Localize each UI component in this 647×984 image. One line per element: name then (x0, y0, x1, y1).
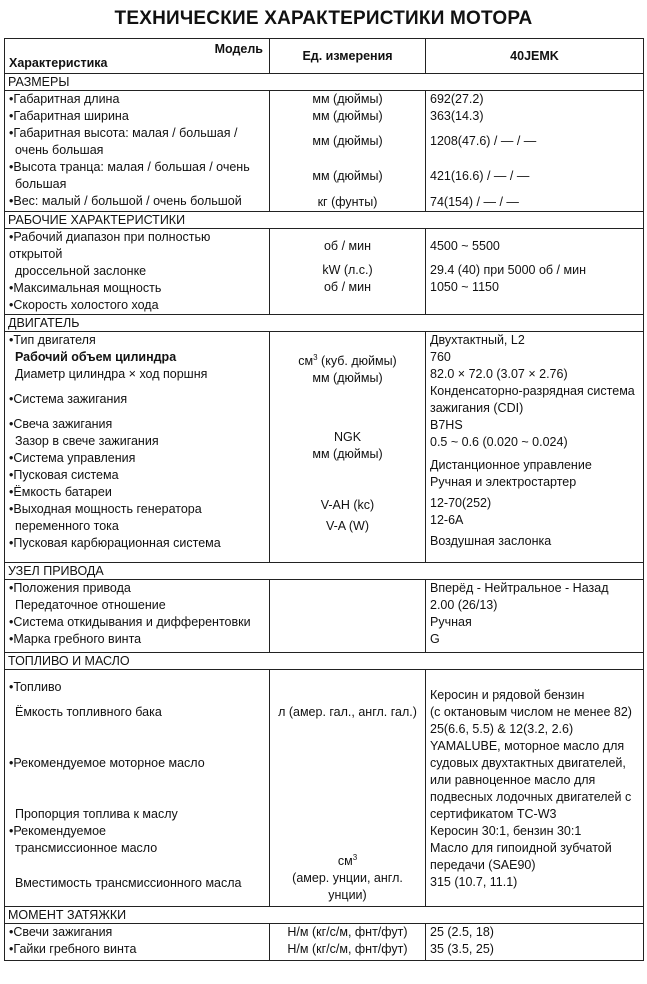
row-name: Передаточное отношение (15, 598, 166, 612)
row-unit: мм (дюймы) (312, 447, 383, 462)
row-unit: унции) (328, 888, 367, 903)
row-name: •Высота транца: малая / большая / очень (9, 160, 250, 174)
row-name: Пропорция топлива к маслу (15, 807, 178, 821)
row-value: Двухтактный, L2 (430, 333, 525, 347)
row-name: Диаметр цилиндра × ход поршня (15, 367, 208, 381)
row-value: 12-6A (430, 513, 464, 527)
row-unit: мм (дюймы) (312, 169, 383, 183)
row-value: 692(27.2) (430, 92, 484, 106)
char-label: Характеристика (9, 56, 108, 70)
row-name: •Система откидывания и дифферентовки (9, 615, 251, 629)
row-unit: мм (дюймы) (312, 109, 383, 123)
row-value: Ручная и электростартер (430, 475, 577, 489)
row-value: Ручная (430, 615, 472, 629)
section-title: УЗЕЛ ПРИВОДА (5, 563, 644, 580)
row-value: Вперёд - Нейтральное - Назад (430, 581, 609, 595)
row-value: 82.0 × 72.0 (3.07 × 2.76) (430, 367, 568, 381)
row-value: 4500 ~ 5500 (430, 239, 500, 253)
row-value: 12-70(252) (430, 496, 492, 510)
row-name: •Ёмкость батареи (9, 485, 112, 499)
row-value: судовых двухтактных двигателей, (430, 756, 626, 770)
row-name: трансмиссионное масло (15, 841, 158, 855)
row-value: 25 (2.5, 18) (430, 925, 494, 939)
row-value: Конденсаторно-разрядная система (430, 384, 635, 398)
row-unit: $см^3$ (337, 853, 358, 869)
row-name: •Свечи зажигания (9, 925, 113, 939)
row-value: 29.4 (40) при 5000 об / мин (430, 263, 586, 277)
row-name: •Рабочий диапазон при полностью открытой (9, 230, 211, 261)
row-value: 760 (430, 350, 451, 364)
row-unit: kW (л.с.) (322, 263, 373, 277)
row-value: 2.00 (26/13) (430, 598, 498, 612)
page-title: ТЕХНИЧЕСКИЕ ХАРАКТЕРИСТИКИ МОТОРА (114, 8, 533, 29)
row-value: 363(14.3) (430, 109, 484, 123)
row-value: зажигания (CDI) (430, 401, 524, 415)
row-name: •Габаритная ширина (9, 109, 129, 123)
row-value: G (430, 632, 440, 646)
row-name: •Рекомендуемое моторное масло (9, 756, 205, 770)
row-name: •Пусковая система (9, 468, 119, 482)
row-value: B7HS (430, 418, 463, 432)
row-name: •Рекомендуемое (9, 824, 106, 838)
row-unit: мм (дюймы) (312, 92, 383, 106)
row-name: Ёмкость топливного бака (15, 705, 162, 719)
row-name: дроссельной заслонке (15, 264, 147, 278)
row-value: YAMALUBE, моторное масло для (430, 739, 625, 753)
row-value: 74(154) / — / — (430, 195, 519, 209)
section-title: ДВИГАТЕЛЬ (5, 315, 644, 332)
row-name: •Положения привода (9, 581, 131, 595)
row-value: Дистанционное управление (430, 458, 592, 472)
row-value: Масло для гипоидной зубчатой (430, 841, 612, 855)
row-unit: Н/м (кг/с/м, фнт/фут) (287, 942, 408, 956)
section-title: ТОПЛИВО И МАСЛО (5, 653, 644, 670)
row-unit: V-A (W) (325, 519, 370, 534)
torque-rows (5, 924, 644, 961)
section-title: МОМЕНТ ЗАТЯЖКИ (5, 907, 644, 924)
unit-header: Ед. измерения (270, 39, 426, 74)
row-name: •Тип двигателя (9, 333, 96, 347)
row-unit: V-AH (kc) (320, 498, 375, 513)
row-value: передачи (SAE90) (430, 858, 536, 872)
row-name: •Габаритная высота: малая / большая / (9, 126, 238, 140)
row-name: •Марка гребного винта (9, 632, 142, 646)
row-name: •Вес: малый / большой / очень большой (9, 194, 242, 208)
row-unit: NGK (333, 430, 362, 445)
row-value: 1208(47.6) / — / — (430, 134, 537, 148)
drive-rows (5, 580, 644, 653)
row-name: •Пусковая карбюрационная система (9, 536, 221, 550)
row-name: Рабочий объем цилиндра (15, 350, 177, 364)
dims-rows (5, 91, 644, 212)
section-title: РАЗМЕРЫ (5, 74, 644, 91)
row-name: •Выходная мощность генератора (9, 502, 202, 516)
row-value: Керосин 30:1, бензин 30:1 (430, 824, 582, 838)
row-unit: об / мин (323, 280, 371, 294)
row-unit: л (амер. гал., англ. гал.) (278, 705, 417, 719)
row-name: переменного тока (15, 519, 119, 533)
row-value: 315 (10.7, 11.1) (430, 875, 518, 889)
row-unit: об / мин (323, 239, 371, 253)
row-value: 25(6.6, 5.5) & 12(3.2, 2.6) (430, 722, 574, 736)
section-title: РАБОЧИЕ ХАРАКТЕРИСТИКИ (5, 212, 644, 229)
row-value: Керосин и рядовой бензин (430, 688, 585, 702)
row-name: •Скорость холостого хода (9, 298, 159, 312)
row-name: Вместимость трансмиссионного масла (15, 876, 242, 890)
row-value: Воздушная заслонка (430, 534, 552, 548)
row-value: 421(16.6) / — / — (430, 169, 530, 183)
row-value: 35 (3.5, 25) (430, 942, 494, 956)
model-value: 40JEMK (426, 39, 644, 74)
row-name: •Система зажигания (9, 392, 128, 406)
spec-table (4, 38, 644, 961)
row-value: 1050 ~ 1150 (430, 280, 499, 294)
row-unit: Н/м (кг/с/м, фнт/фут) (287, 925, 408, 939)
row-name: •Гайки гребного винта (9, 942, 137, 956)
row-name: очень большая (15, 143, 104, 157)
engine-rows (5, 332, 644, 563)
row-unit: мм (дюймы) (312, 371, 383, 386)
row-name: •Топливо (9, 680, 62, 694)
row-unit: $см^3$ (куб. дюймы) (298, 353, 397, 369)
row-value: или равноценное масло для (430, 773, 596, 787)
row-name: •Система управления (9, 451, 136, 465)
row-unit: кг (фунты) (317, 195, 378, 209)
row-value: сертификатом TC-W3 (430, 807, 557, 821)
row-value: (с октановым числом не менее 82) (430, 705, 632, 719)
row-name: •Максимальная мощность (9, 281, 162, 295)
model-label: Модель (214, 42, 263, 56)
row-name: Зазор в свече зажигания (15, 434, 159, 448)
perf-rows (5, 229, 644, 315)
fuel-rows (5, 670, 644, 907)
header-corner (5, 39, 270, 74)
row-value: 0.5 ~ 0.6 (0.020 ~ 0.024) (430, 435, 568, 449)
row-unit: (амер. унции, англ. (292, 871, 403, 886)
header-row (5, 39, 644, 74)
row-unit: мм (дюймы) (312, 134, 383, 148)
row-value: подвесных лодочных двигателей с (430, 790, 632, 804)
row-name: •Габаритная длина (9, 92, 120, 106)
row-name: большая (15, 177, 67, 191)
row-name: •Свеча зажигания (9, 417, 113, 431)
